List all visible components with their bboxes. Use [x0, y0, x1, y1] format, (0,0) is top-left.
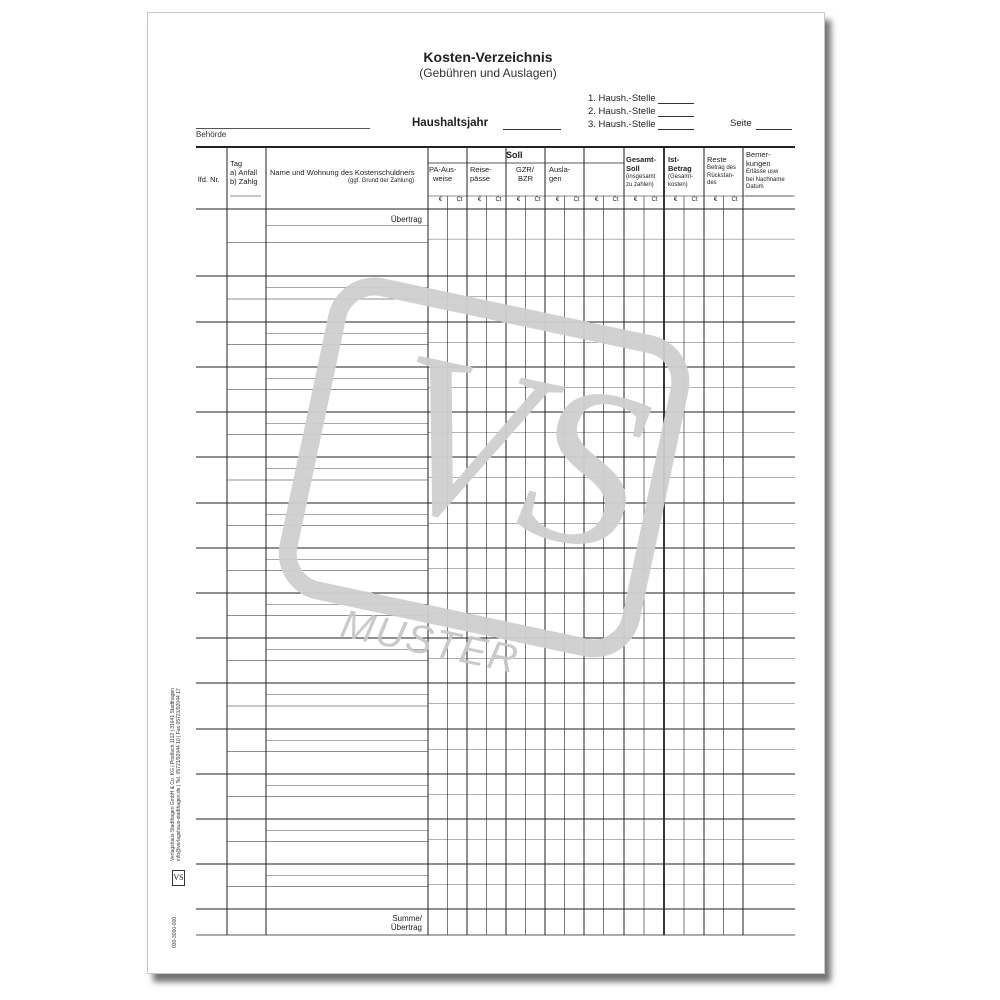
muster-watermark: [148, 13, 824, 973]
form-title: Kosten-Verzeichnis: [423, 49, 553, 65]
watermark-label: MUSTER: [337, 601, 524, 683]
col-reise-header: Reise- pässe: [470, 165, 492, 183]
unit-ct-reste: Ct: [731, 197, 738, 203]
col-gesamt-header: Gesamt- Soll: [626, 155, 657, 173]
haushaltsjahr-label: Haushaltsjahr: [412, 117, 489, 129]
col-name-header: Name und Wohnung des Kostenschuldners: [270, 168, 415, 177]
col-bem-header: Bemer- kungen: [746, 150, 771, 168]
col-reste-header: Reste: [707, 155, 727, 164]
col-pa-header: PA-Aus- weise: [429, 165, 457, 183]
article-number: 030-3000-000: [172, 916, 178, 948]
watermark-logo: VS: [364, 299, 668, 603]
unit-euro-reise: €: [477, 197, 482, 203]
publisher-logo-icon: VS: [172, 870, 185, 886]
col-ist-subheader: (Gesamt- kosten): [668, 174, 694, 188]
hh-stelle-2: 2. Haush.-Stelle: [588, 106, 694, 117]
form-subtitle: (Gebühren und Auslagen): [419, 66, 557, 80]
unit-ct-reise: Ct: [495, 197, 502, 203]
unit-ct-gzr: Ct: [534, 197, 541, 203]
col-bem-subheader: Erlässe usw bei Nachname Datum: [746, 169, 785, 190]
uebertrag-label: Übertrag: [390, 215, 422, 224]
unit-ct-ist: Ct: [691, 197, 698, 203]
col-lfd-header: lfd. Nr.: [198, 175, 220, 184]
col-ist-header: Ist- Betrag: [668, 155, 692, 173]
publisher-line-2: info@verlagshaus-stadthagen.de | Tel. 05721/92044 10 | Fax 05721/92044 17: [176, 688, 182, 861]
unit-euro-gzr: €: [516, 197, 521, 203]
unit-euro-pa: €: [438, 197, 443, 203]
summe-label: Summe/ Übertrag: [390, 914, 422, 932]
behoerde-label: Behörde: [196, 130, 227, 139]
unit-euro-extra: €: [594, 197, 599, 203]
unit-euro-gesamt: €: [633, 197, 638, 203]
unit-ct-auslagen: Ct: [573, 197, 580, 203]
col-tag-header: Tag a) Anfall b) Zahlg: [230, 159, 258, 186]
unit-euro-ist: €: [673, 197, 678, 203]
col-gzr-header: GZR/ BZR: [516, 165, 534, 183]
col-gesamt-subheader: (insgesamt zu zahlen): [626, 174, 656, 188]
soll-header: Soll: [506, 150, 523, 160]
publisher-line-1: Verlagshaus Stadthagen GmbH & Co. KG | Postfach 1112 | 31641 Stadthagen: [170, 687, 176, 861]
unit-ct-extra: Ct: [612, 197, 619, 203]
hh-stelle-1: 1. Haush.-Stelle: [588, 93, 694, 104]
hh-stelle-3: 3. Haush.-Stelle: [588, 119, 694, 130]
seite-label: Seite: [730, 118, 752, 129]
unit-euro-reste: €: [713, 197, 718, 203]
unit-euro-auslagen: €: [555, 197, 560, 203]
form-sheet: [147, 12, 825, 974]
col-reste-subheader: Betrag des Rückstan- des: [707, 165, 737, 186]
col-name-subheader: (ggf. Grund der Zahlung): [348, 178, 415, 184]
unit-ct-gesamt: Ct: [651, 197, 658, 203]
unit-ct-pa: Ct: [456, 197, 463, 203]
col-auslagen-header: Ausla- gen: [549, 165, 571, 183]
